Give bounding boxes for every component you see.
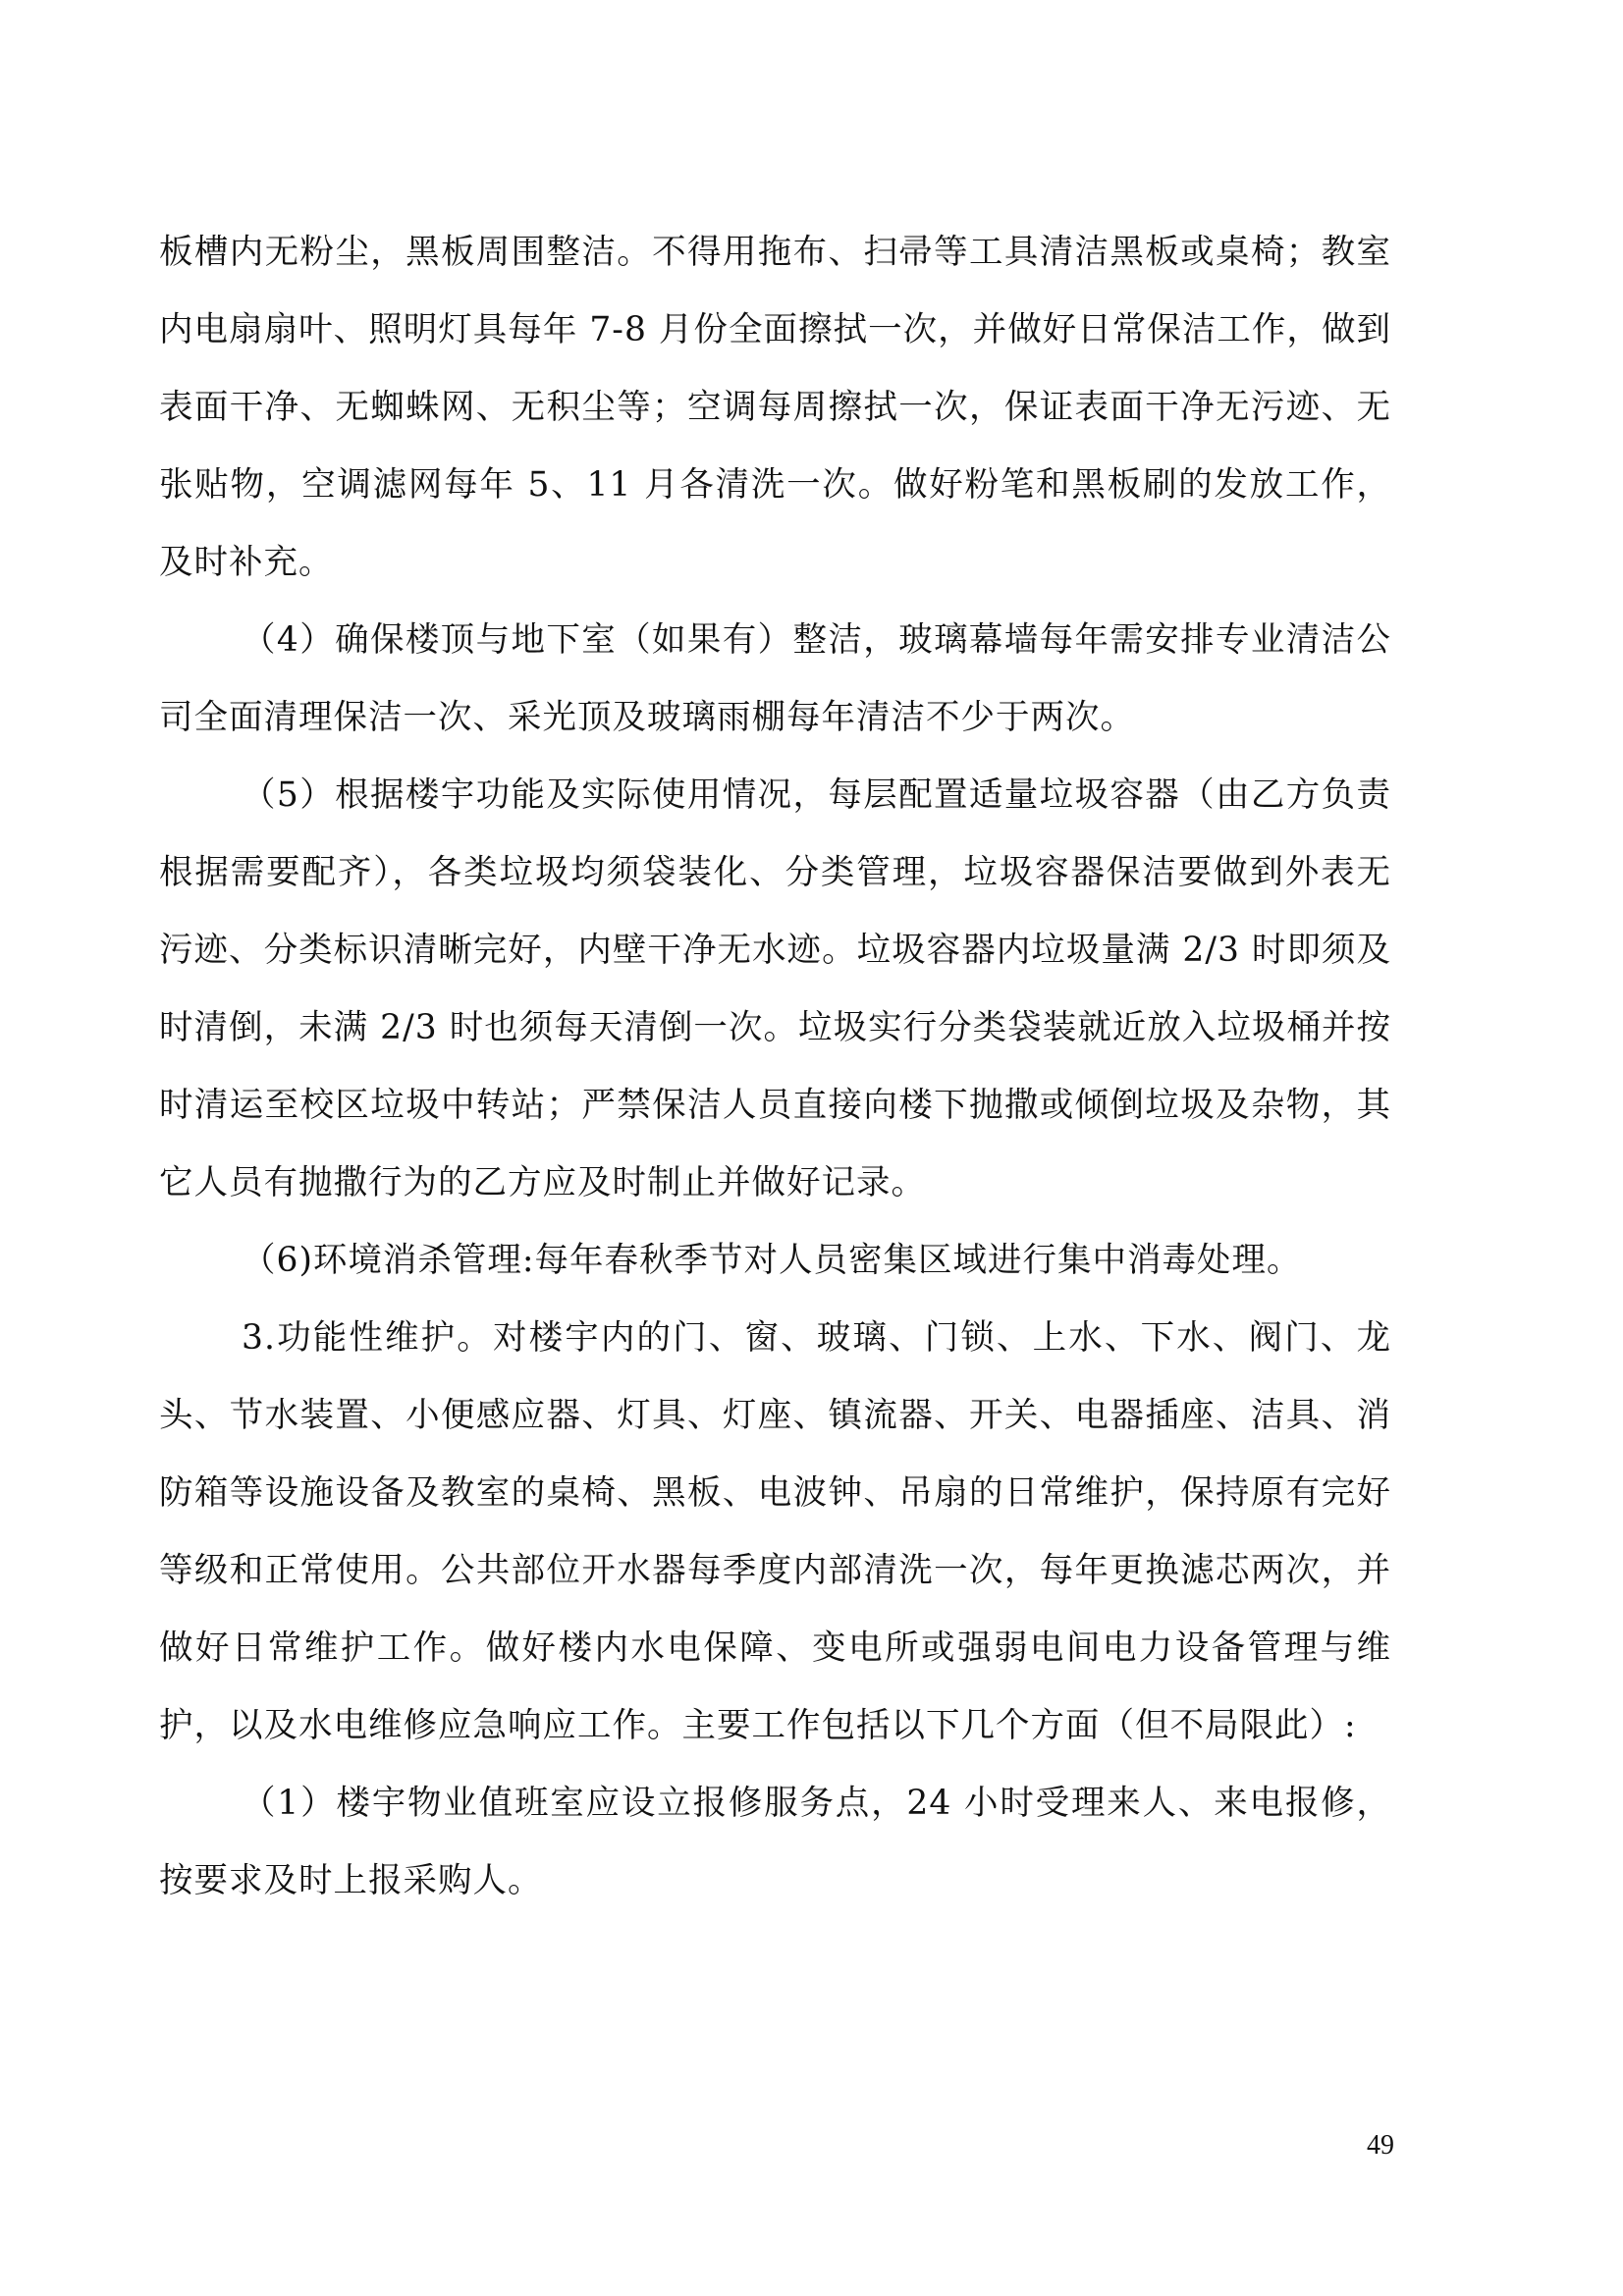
paragraph-item-5-waste-containers: （5）根据楼宇功能及实际使用情况，每层配置适量垃圾容器（由乙方负责根据需要配齐），各类垃圾均须袋装化、分类管理，垃圾容器保洁要做到外表无污迹、分类标识清晰完好，内壁干净无水迹。垃圾容器内垃圾量满 2/3 时即须及时清倒，未满 2/3 时也须每天清倒一次。垃圾实行分类袋装就近放入垃圾桶并按时清运至校区垃圾中转站；严禁保洁人员直接向楼下抛撒或倾倒垃圾及杂物，其它人员有抛撒行为的乙方应及时制止并做好记录。 [159,775,1391,1202]
page-number: 49 [1367,2130,1394,2161]
paragraph-item-4-roof-basement: （4）确保楼顶与地下室（如果有）整洁，玻璃幕墙每年需安排专业清洁公司全面清理保洁一次、采光顶及玻璃雨棚每年清洁不少于两次。 [159,620,1391,737]
document-body [159,214,1391,1920]
paragraph-item-6-disinfection: （6)环境消杀管理:每年春秋季节对人员密集区域进行集中消毒处理。 [242,1241,1302,1280]
paragraph-item-1-repair-service: （1）楼宇物业值班室应设立报修服务点，24 小时受理来人、来电报修，按要求及时上报采购人。 [159,1784,1391,1900]
paragraph-section-3-functional-maintenance: 3.功能性维护。对楼宇内的门、窗、玻璃、门锁、上水、下水、阀门、龙头、节水装置、小便感应器、灯具、灯座、镇流器、开关、电器插座、洁具、消防箱等设施设备及教室的桌椅、黑板、电波钟、吊扇的日常维护，保持原有完好等级和正常使用。公共部位开水器每季度内部清洗一次，每年更换滤芯两次，并做好日常维护工作。做好楼内水电保障、变电所或强弱电间电力设备管理与维护，以及水电维修应急响应工作。主要工作包括以下几个方面（但不局限此）: [159,1318,1391,1745]
paragraph-cleaning-classroom-continued: 板槽内无粉尘，黑板周围整洁。不得用拖布、扫帚等工具清洁黑板或桌椅；教室内电扇扇叶、照明灯具每年 7-8 月份全面擦拭一次，并做好日常保洁工作，做到表面干净、无蜘蛛网、无积尘等；空调每周擦拭一次，保证表面干净无污迹、无张贴物，空调滤网每年 5、11 月各清洗一次。做好粉笔和黑板刷的发放工作，及时补充。 [159,233,1391,582]
